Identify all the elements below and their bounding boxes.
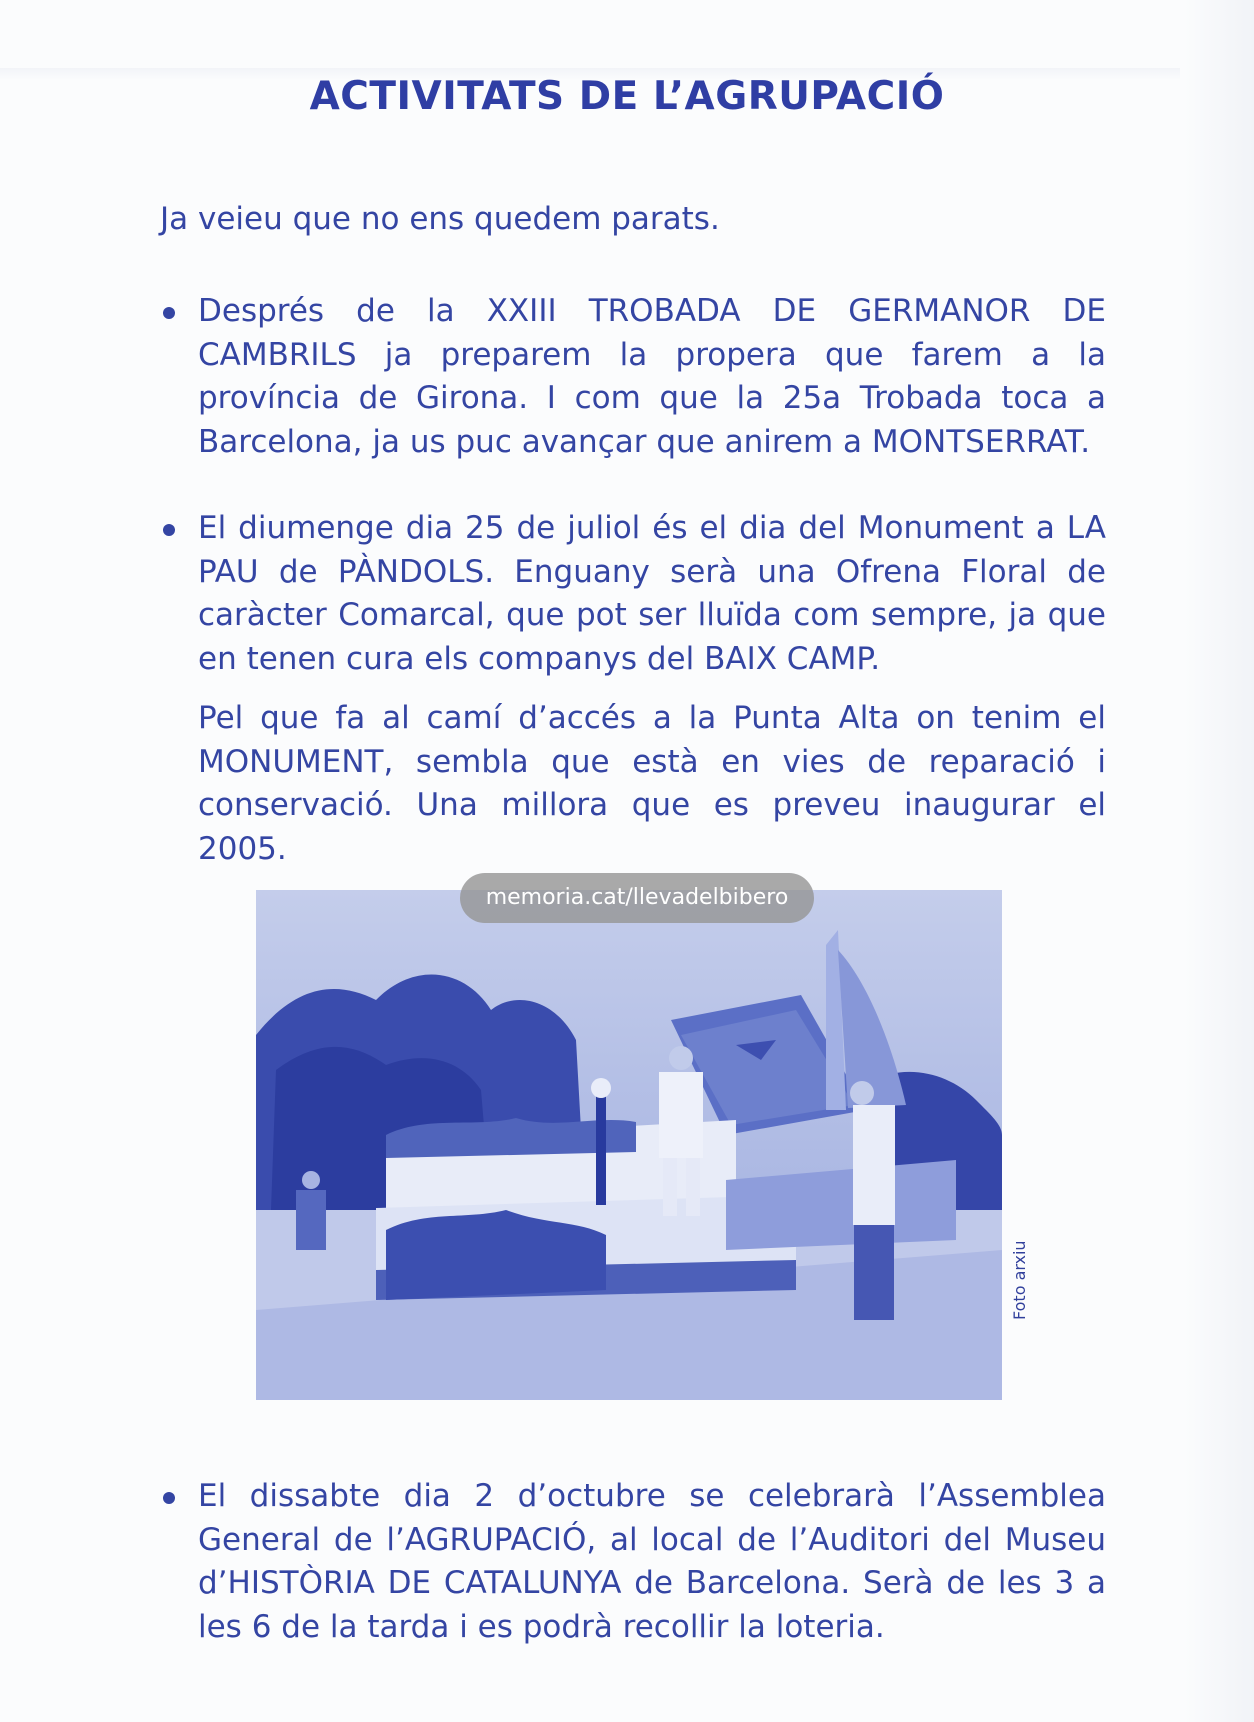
page-title: ACTIVITATS DE L’AGRUPACIÓ bbox=[309, 74, 945, 119]
intro-text: Ja veieu que no ens quedem parats. bbox=[160, 201, 720, 237]
watermark-badge: memoria.cat/llevadelbibero bbox=[460, 873, 814, 923]
bullet-2 bbox=[163, 524, 175, 536]
paragraph-trobada: Després de la XXIII TROBADA DE GERMANOR DE CAMBRILS ja preparem la propera que farem a la província de Girona. I com que la 25a Trobada toca a Barcelona, ja us puc avançar que anirem a MONTSERRAT. bbox=[198, 293, 1106, 460]
paragraph-assemblea: El dissabte dia 2 d’octubre se celebrarà l’Assemblea General de l’AGRUPACIÓ, al local de l’Auditori del Museu d’HISTÒRIA DE CATALUNYA de Barcelona. Serà de les 3 a les 6 de la tarda i es podrà recollir la loteria. bbox=[198, 1478, 1106, 1645]
photo-scene-illustration bbox=[256, 890, 1002, 1400]
scan-right-shade bbox=[1184, 0, 1254, 1722]
bullet-3 bbox=[163, 1492, 175, 1504]
paragraph-monument: El diumenge dia 25 de juliol és el dia del Monument a LA PAU de PÀNDOLS. Enguany serà una Ofrena Floral de caràcter Comarcal, que pot ser lluïda com sempre, ja que en tenen cura els companys del BAIX CAMP. bbox=[198, 510, 1106, 677]
photo-credit: Foto arxiu bbox=[1010, 1240, 1029, 1320]
bullet-1 bbox=[163, 307, 175, 319]
paragraph-cami: Pel que fa al camí d’accés a la Punta Alta on tenim el MONUMENT, sembla que està en vies de reparació i conservació. Una millora que es preveu inaugurar el 2005. bbox=[198, 700, 1106, 867]
monument-photo bbox=[256, 890, 1002, 1400]
